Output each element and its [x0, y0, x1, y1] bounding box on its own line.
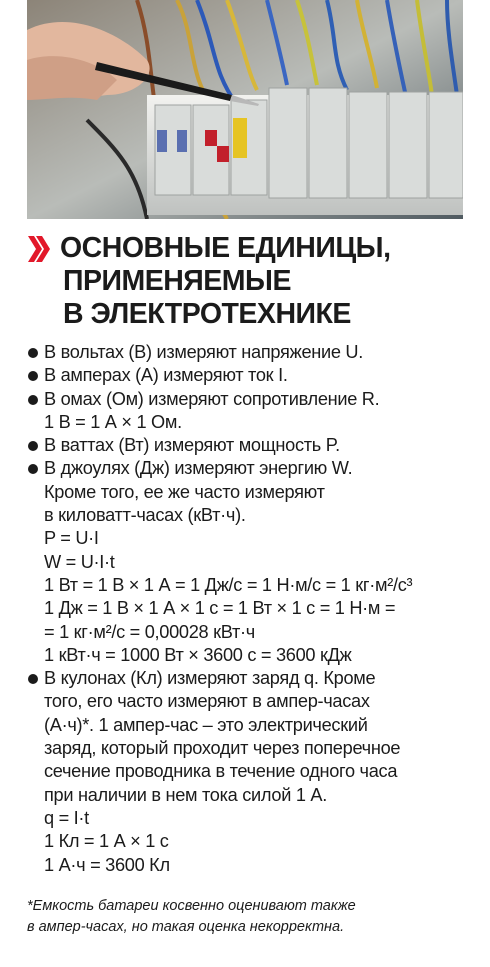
list-item-line: Кроме того, ее же часто измеряют: [44, 481, 325, 502]
header-photo: [27, 0, 463, 219]
footnote-line: в ампер-часах, но такая оценка некорректна.: [27, 919, 345, 935]
bullet-icon: [28, 674, 38, 684]
list-item: [27, 457, 467, 667]
list-item-line: W = U·I·t: [44, 551, 115, 572]
list-item: [27, 364, 467, 387]
list-item-line: сечение проводника в течение одного часа: [44, 761, 398, 782]
page-title: [60, 232, 391, 331]
list-item-line: P = U·I: [44, 528, 99, 549]
electrician-multimeter-probe-icon: [27, 0, 463, 219]
title-line: В ЭЛЕКТРОТЕХНИКЕ: [63, 298, 351, 330]
list-item: [27, 434, 467, 457]
list-item-line: при наличии в нем тока силой 1 А.: [44, 784, 328, 805]
list-item-line: В кулонах (Кл) измеряют заряд q. Кроме: [44, 668, 376, 689]
units-list: [27, 341, 467, 877]
list-item-line: заряд, который проходит через поперечное: [44, 738, 401, 759]
footnote-line: *Емкость батареи косвенно оценивают также: [27, 898, 356, 914]
title-line: ОСНОВНЫЕ ЕДИНИЦЫ,: [60, 232, 391, 264]
bullet-icon: [28, 395, 38, 405]
list-item-line: того, его часто измеряют в ампер-часах: [44, 691, 370, 712]
title-line: ПРИМЕНЯЕМЫЕ: [63, 265, 291, 297]
list-item-line: 1 кВт·ч = 1000 Вт × 3600 с = 3600 кДж: [44, 644, 352, 665]
double-chevron-icon: [27, 234, 51, 264]
list-item: [27, 341, 467, 364]
list-item-line: В амперах (А) измеряют ток I.: [44, 365, 288, 386]
bullet-icon: [28, 371, 38, 381]
list-item-line: в киловатт-часах (кВт·ч).: [44, 505, 246, 526]
list-item-line: (А·ч)*. 1 ампер-час – это электрический: [44, 714, 368, 735]
list-item: [27, 388, 467, 435]
list-item-line: В ваттах (Вт) измеряют мощность P.: [44, 435, 340, 456]
bullet-icon: [28, 464, 38, 474]
bullet-icon: [28, 348, 38, 358]
bullet-icon: [28, 441, 38, 451]
list-item-line: 1 А·ч = 3600 Кл: [44, 854, 170, 875]
list-item-line: В джоулях (Дж) измеряют энергию W.: [44, 458, 353, 479]
list-item-line: В омах (Ом) измеряют сопротивление R.: [44, 388, 380, 409]
list-item-line: q = I·t: [44, 807, 89, 828]
list-item: [27, 667, 467, 877]
list-item-line: = 1 кг·м²/с = 0,00028 кВт·ч: [44, 621, 255, 642]
list-item-line: В вольтах (В) измеряют напряжение U.: [44, 342, 364, 362]
list-item-line: 1 В = 1 А × 1 Ом.: [44, 411, 182, 432]
list-item-line: 1 Вт = 1 В × 1 А = 1 Дж/с = 1 Н·м/с = 1 кг·м²/с³: [44, 574, 413, 595]
list-item-line: 1 Кл = 1 А × 1 с: [44, 831, 169, 852]
list-item-line: 1 Дж = 1 В × 1 А × 1 с = 1 Вт × 1 с = 1 Н·м =: [44, 598, 396, 619]
footnote: [27, 896, 467, 938]
